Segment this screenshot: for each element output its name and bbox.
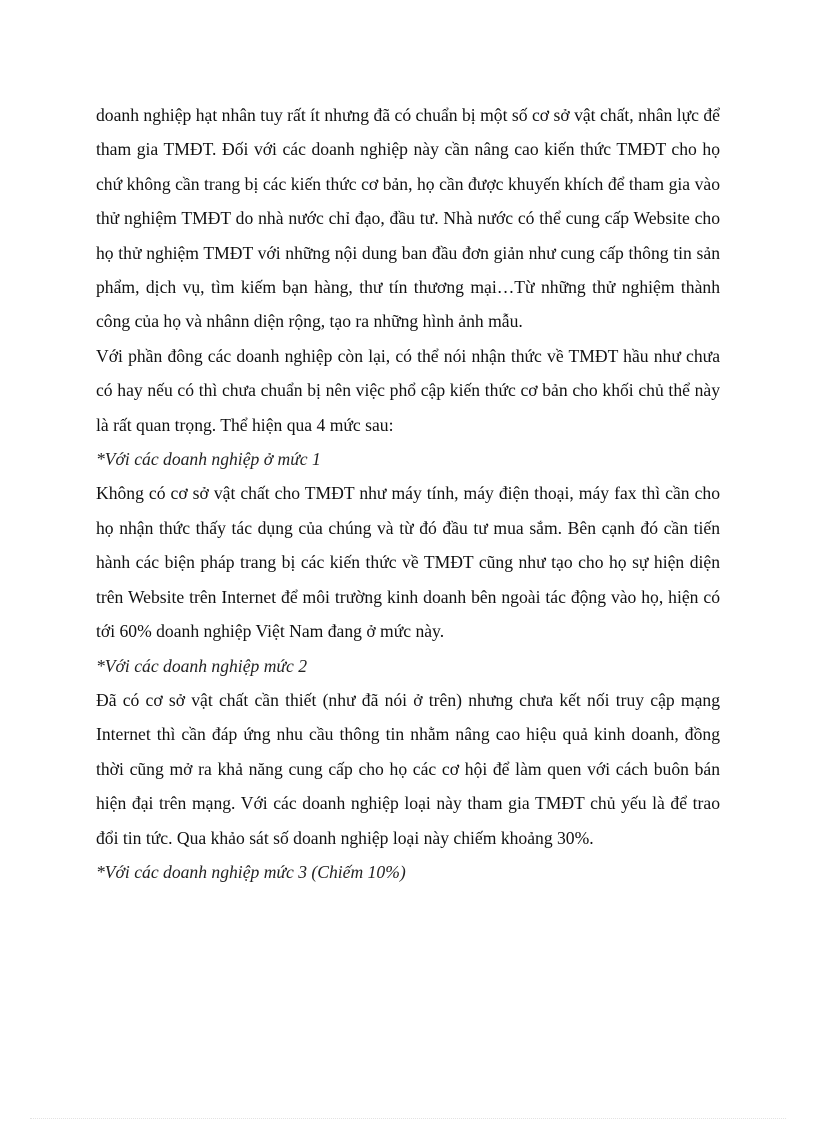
heading-level-2: *Với các doanh nghiệp mức 2 [96,655,308,676]
paragraph-level-1: Không có cơ sở vật chất cho TMĐT như máy tính, máy điện thoại, máy fax thì cần cho họ nhận thức thấy tác dụng của chúng và từ đó đầu tư mua sắm. Bên cạnh đó cần tiến hành các biện pháp trang bị các kiến thức về TMĐT cũng như tạo cho họ sự hiện diện trên Website trên Internet để môi trường kinh doanh bên ngoài tác động vào họ, hiện có tới 60% doanh nghiệp Việt Nam đang ở mức này. [96,483,720,642]
heading-level-3: *Với các doanh nghiệp mức 3 (Chiếm 10%) [96,861,406,882]
paragraph-level-2: Đã có cơ sở vật chất cần thiết (như đã nói ở trên) nhưng chưa kết nối truy cập mạng Internet thì cần đáp ứng nhu cầu thông tin nhằm nâng cao hiệu quả kinh doanh, đồng thời cũng mở ra khả năng cung cấp cho họ các cơ hội để làm quen với cách buôn bán hiện đại trên mạng. Với các doanh nghiệp loại này tham gia TMĐT chủ yếu là để trao đổi tin tức. Qua khảo sát số doanh nghiệp loại này chiếm khoảng 30%. [96,689,720,848]
heading-level-1: *Với các doanh nghiệp ở mức 1 [96,449,321,470]
page-bottom-divider [30,1118,786,1119]
document-body [96,98,720,889]
paragraph-nuclear-enterprises: doanh nghiệp hạt nhân tuy rất ít nhưng đã có chuẩn bị một số cơ sở vật chất, nhân lực để tham gia TMĐT. Đối với các doanh nghiệp này cần nâng cao kiến thức TMĐT cho họ chứ không cần trang bị các kiến thức cơ bản, họ cần được khuyến khích để tham gia vào thử nghiệm TMĐT do nhà nước chỉ đạo, đầu tư. Nhà nước có thể cung cấp Website cho họ thử nghiệm TMĐT với những nội dung ban đầu đơn giản như cung cấp thông tin sản phẩm, dịch vụ, tìm kiếm bạn hàng, thư tín thương mại…Từ những thử nghiệm thành công của họ và nhânn diện rộng, tạo ra những hình ảnh mẫu. [96,105,720,332]
paragraph-remaining-enterprises: Với phần đông các doanh nghiệp còn lại, có thể nói nhận thức về TMĐT hầu như chưa có hay nếu có thì chưa chuẩn bị nên việc phổ cập kiến thức cơ bản cho khối chủ thể này là rất quan trọng. Thể hiện qua 4 mức sau: [96,345,720,435]
